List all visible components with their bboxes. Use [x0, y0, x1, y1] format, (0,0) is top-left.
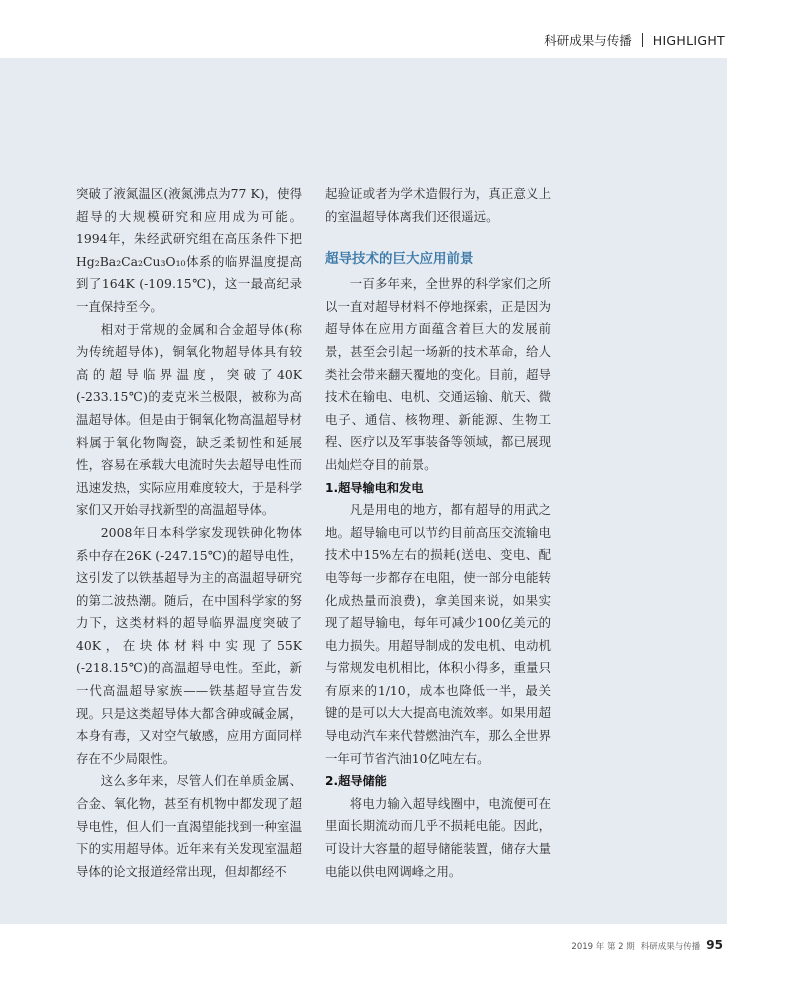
left-column	[76, 183, 302, 883]
journal-name: 科研成果与传播	[640, 942, 701, 952]
running-head	[544, 31, 725, 49]
paragraph: 2008年日本科学家发现铁砷化物体系中存在26K (-247.15℃)的超导电性，这引发了以铁基超导为主的高温超导研究的第二波热潮。随后，在中国科学家的努力下，这类材料的超导临界温度突破了40K，在块体材料中实现了55K (-218.15℃)的高温超导电性。至此，新一代高温超导家族——铁基超导宣告发现。只是这类超导体大都含砷或碱金属，本身有毒，又对空气敏感，应用方面同样存在不少局限性。	[76, 524, 302, 766]
page-footer	[571, 938, 723, 952]
section-heading: 超导技术的巨大应用前景	[325, 251, 474, 268]
paragraph: 突破了液氮温区(液氮沸点为77 K)，使得超导的大规模研究和应用成为可能。1994年，朱经武研究组在高压条件下把Hg₂Ba₂Ca₂Cu₃O₁₀体系的临界温度提高到了164K (-109.15℃)，这一最高纪录一直保持至今。	[76, 186, 302, 314]
right-column	[325, 183, 551, 883]
section-title-cn: 科研成果与传播	[544, 33, 632, 48]
paragraph: 这么多年来，尽管人们在单质金属、合金、氧化物，甚至有机物中都发现了超导电性，但人们一直渴望能找到一种室温下的实用超导体。近年来有关发现室温超导体的论文报道经常出现，但却都经不	[76, 773, 302, 879]
paragraph: 起验证或者为学术造假行为，真正意义上的室温超导体离我们还很遥远。	[325, 186, 551, 224]
issue-label: 2019 年 第 2 期	[571, 942, 635, 952]
paragraph: 相对于常规的金属和合金超导体(称为传统超导体)，铜氧化物超导体具有较高的超导临界温度，突破了40K (-233.15℃)的麦克米兰极限，被称为高温超导体。但是由于铜氧化物高温超导材料属于氧化物陶瓷，缺乏柔韧性和延展性，容易在承载大电流时失去超导电性而迅速发热，实际应用难度较大，于是科学家们又开始寻找新型的高温超导体。	[76, 321, 302, 518]
paragraph: 将电力输入超导线圈中，电流便可在里面长期流动而几乎不损耗电能。因此，可设计大容量的超导储能装置，储存大量电能以供电网调峰之用。	[325, 795, 551, 879]
header-divider	[642, 33, 643, 47]
page-header	[0, 0, 793, 58]
section-title-en: HIGHLIGHT	[652, 32, 725, 48]
subsection-heading: 2.超导储能	[325, 774, 387, 789]
paragraph: 凡是用电的地方，都有超导的用武之地。超导输电可以节约目前高压交流输电技术中15%左右的损耗(送电、变电、配电等每一步都存在电阻，使一部分电能转化成热量而浪费)，拿美国来说，如果实现了超导输电，每年可减少100亿美元的电力损失。用超导制成的发电机、电动机与常规发电机相比，体积小得多，重量只有原来的1/10，成本也降低一半，最关键的是可以大大提高电流效率。如果用超导电动汽车来代替燃油汽车，那么全世界一年可节省汽油10亿吨左右。	[325, 502, 551, 766]
paragraph: 一百多年来，全世界的科学家们之所以一直对超导材料不停地探索，正是因为超导体在应用方面蕴含着巨大的发展前景，甚至会引起一场新的技术革命，给人类社会带来翻天覆地的变化。目前，超导技术在输电、电机、交通运输、航天、微电子、通信、核物理、新能源、生物工程、医疗以及军事装备等领域，都已展现出灿烂夺目的前景。	[325, 276, 551, 472]
subsection-heading: 1.超导输电和发电	[325, 480, 424, 495]
page-number: 95	[706, 938, 723, 952]
